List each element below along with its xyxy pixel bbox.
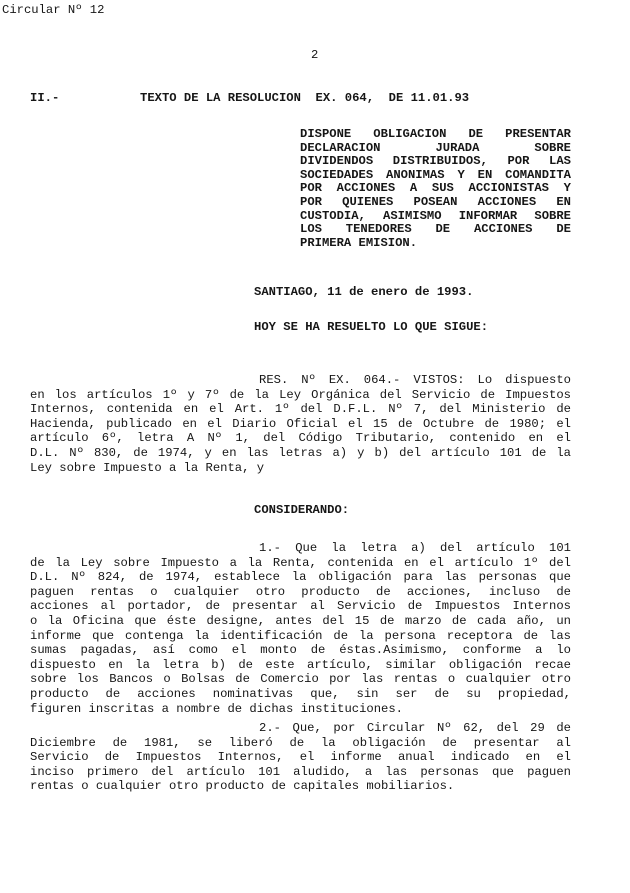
considerando-1-line: sobre los Bancos o Bolsas de Comercio por las rentas o cualquier otro [30, 672, 571, 687]
summary-line: POR QUIENES POSEAN ACCIONES EN [300, 194, 571, 209]
considerando-1-line: acciones al portador, de presentar al Servicio de Impuestos Internos [30, 599, 571, 614]
vistos-paragraph [30, 373, 571, 475]
considerando-1-line: D.L. Nº 824, de 1974, establece la obligación para las personas que [30, 570, 571, 585]
considerando-1-line: informe que contenga la identificación de la persona receptora de las [30, 628, 571, 643]
considerando-1-line: 1.- Que la letra a) del artículo 101 [259, 541, 571, 555]
considerando-2-line: Diciembre de 1981, se liberó de la obligación de presentar al [30, 735, 571, 750]
place-date: SANTIAGO, 11 de enero de 1993. [254, 285, 474, 299]
summary-line: SOCIEDADES ANONIMAS Y EN COMANDITA [300, 167, 571, 182]
considerando-1-line: producto de acciones nominativas que, sin ser de su propiedad, [30, 686, 571, 701]
section-number: II.- [30, 91, 60, 105]
resolution-summary [300, 128, 571, 250]
considerando-2-line: Servicio de Impuestos Internos, el informe anual indicado en el [30, 750, 571, 765]
page-number: 2 [311, 48, 319, 62]
considerando-2-paragraph [30, 721, 571, 794]
vistos-line: en los artículos 1º y 7º de la Ley Orgánica del Servicio de Impuestos [30, 387, 571, 402]
vistos-line: artículo 6º, letra A Nº 1, del Código Tributario, contenido en el [30, 431, 571, 446]
section-title: TEXTO DE LA RESOLUCION EX. 064, DE 11.01.93 [140, 91, 470, 105]
considerando-1-line: o la Oficina que éste designe, antes del 15 de marzo de cada año, un [30, 613, 571, 628]
summary-line: DISPONE OBLIGACION DE PRESENTAR [300, 127, 571, 141]
summary-line: DECLARACION JURADA SOBRE [300, 140, 571, 155]
considerando-heading: CONSIDERANDO: [254, 503, 350, 517]
vistos-line: D.L. Nº 830, de 1974, y en las letras a) y b) del artículo 101 de la [30, 445, 571, 460]
summary-line: LOS TENEDORES DE ACCIONES DE [300, 222, 571, 237]
resolved-heading: HOY SE HA RESUELTO LO QUE SIGUE: [254, 320, 489, 334]
vistos-line: RES. Nº EX. 064.- VISTOS: Lo dispuesto [259, 373, 571, 387]
considerando-2-line: 2.- Que, por Circular Nº 62, del 29 de [259, 721, 571, 735]
considerando-1-line: figuren inscritas a nombre de dichas instituciones. [30, 701, 403, 716]
summary-line: CUSTODIA, ASIMISMO INFORMAR SOBRE [300, 208, 571, 223]
considerando-2-line: rentas o cualquier otro producto de capitales mobiliarios. [30, 779, 455, 794]
vistos-line: Ley sobre Impuesto a la Renta, y [30, 460, 265, 475]
vistos-line: Internos, contenida en el Art. 1º del D.F.L. Nº 7, del Ministerio de [30, 402, 571, 417]
considerando-1-line: dispuesto en la letra b) de este artículo, similar obligación recae [30, 657, 571, 672]
considerando-2-line: inciso primero del artículo 101 aludido, a las personas que paguen [30, 764, 571, 779]
summary-line: DIVIDENDOS DISTRIBUIDOS, POR LAS [300, 154, 571, 169]
summary-line: POR ACCIONES A SUS ACCIONISTAS Y [300, 181, 571, 196]
vistos-line: Hacienda, publicado en el Diario Oficial el 15 de Octubre de 1980; el [30, 416, 571, 431]
considerando-1-line: de la Ley sobre Impuesto a la Renta, contenida en el artículo 1º del [30, 555, 571, 570]
summary-line: PRIMERA EMISION. [300, 235, 418, 250]
considerando-1-line: sumas pagadas, así como el monto de éstas.Asimismo, conforme a lo [30, 643, 571, 658]
considerando-1-line: paguen rentas o cualquier otro producto de acciones, incluso de [30, 584, 571, 599]
circular-label: Circular Nº 12 [2, 3, 105, 17]
considerando-1-paragraph [30, 541, 571, 716]
